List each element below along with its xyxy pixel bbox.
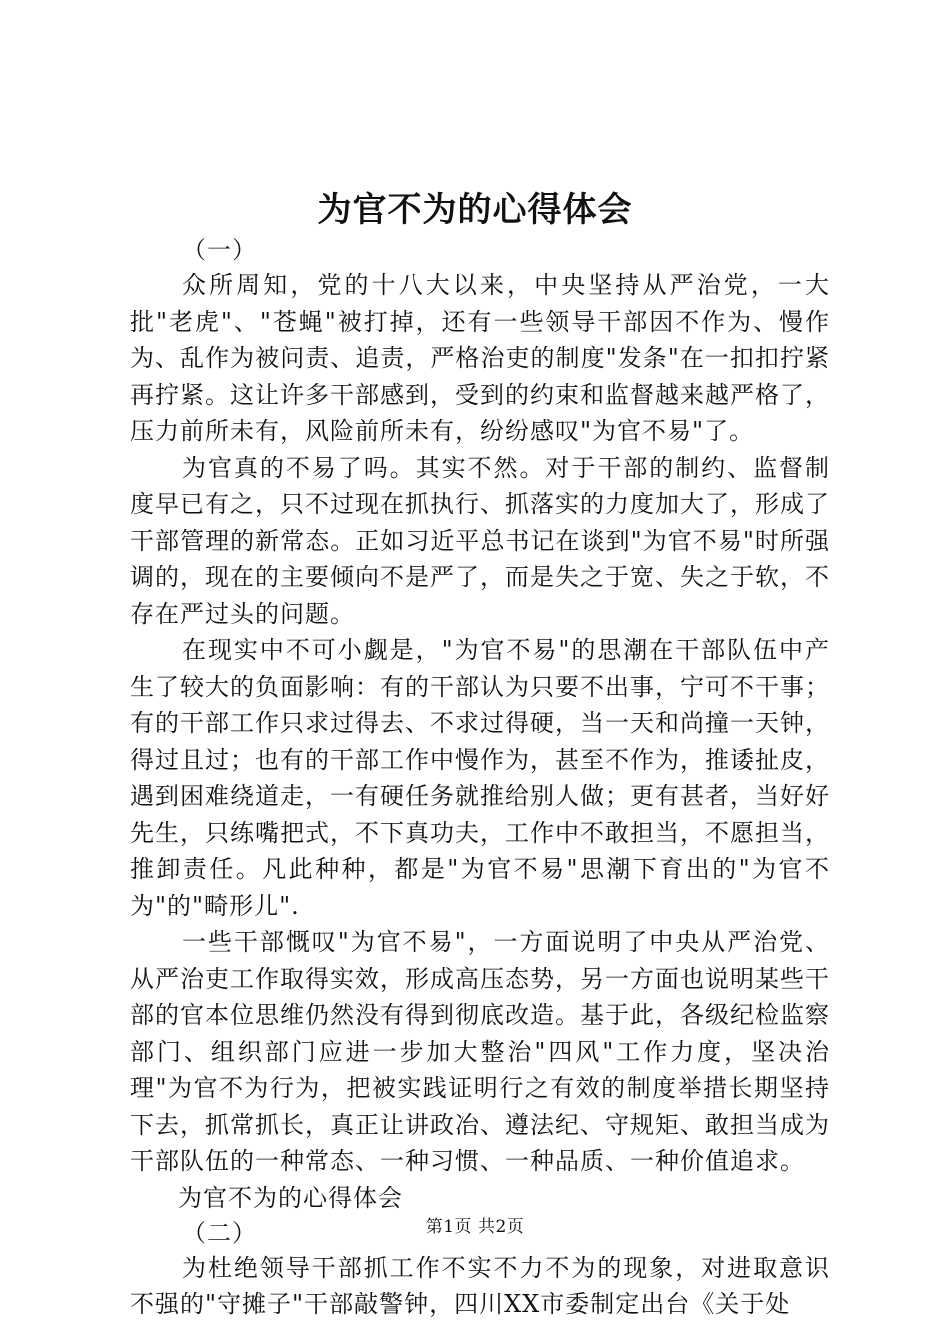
- paragraph-2: 为官真的不易了吗。其实不然。对于干部的制约、监督制度早已有之，只不过现在抓执行、抓落实的力度加大了，形成了干部管理的新常态。正如习近平总书记在谈到"为官不易"时所强调的，现在的主要倾向不是严了，而是失之于宽、失之于软，不存在严过头的问题。: [130, 453, 830, 628]
- paragraph-4: 一些干部慨叹"为官不易"，一方面说明了中央从严治党、从严治吏工作取得实效，形成高压态势，另一方面也说明某些干部的官本位思维仍然没有得到彻底改造。基于此，各级纪检监察部门、组织部门应进一步加大整治"四风"工作力度，坚决治理"为官不为行为，把被实践证明行之有效的制度举措长期坚持下去，抓常抓长，真正让讲政冶、遵法纪、守规矩、敢担当成为干部队伍的一种常态、一种习惯、一种品质、一种价值追求。: [130, 928, 830, 1175]
- paragraph-5: 为杜绝领导干部抓工作不实不力不为的现象，对进取意识不强的"守摊子"干部敲警钟，四川XX市委制定出台《关于处: [130, 1253, 830, 1318]
- page-footer: 第1页 共2页: [425, 1217, 525, 1237]
- document-body: [130, 233, 830, 1323]
- section-label-1: （一）: [182, 236, 257, 264]
- paragraph-1: 众所周知，党的十八大以来，中央坚持从严治党，一大批"老虎"、"苍蝇"被打掉，还有一些领导干部因不作为、慢作为、乱作为被问责、追责，严格治吏的制度"发条"在一扣扣拧紧再拧紧。这让许多干部感到，受到的约束和监督越来越严格了，压力前所未有，风险前所未有，纷纷感叹"为官不易"了。: [130, 271, 830, 445]
- paragraph-3: 在现实中不可小觑是，"为官不易"的思潮在干部队伍中产生了较大的负面影响：有的干部认为只要不出事，宁可不干事；有的干部工作只求过得去、不求过得硬，当一天和尚撞一天钟，得过且过；也有的干部工作中慢作为，甚至不作为，推诿扯皮，遇到困难绕道走，一有硬任务就推给别人做；更有甚者，当好好先生，只练嘴把式，不下真功夫，工作中不敢担当，不愿担当，推卸责任。凡此种种，都是"为官不易"思潮下育出的"为官不为"的"畸形儿".: [130, 636, 830, 920]
- document-title: 为官不为的心得体会: [317, 190, 633, 230]
- section-label-2: （二）: [182, 1218, 257, 1247]
- subheading: 为官不为的心得体会: [178, 1183, 403, 1212]
